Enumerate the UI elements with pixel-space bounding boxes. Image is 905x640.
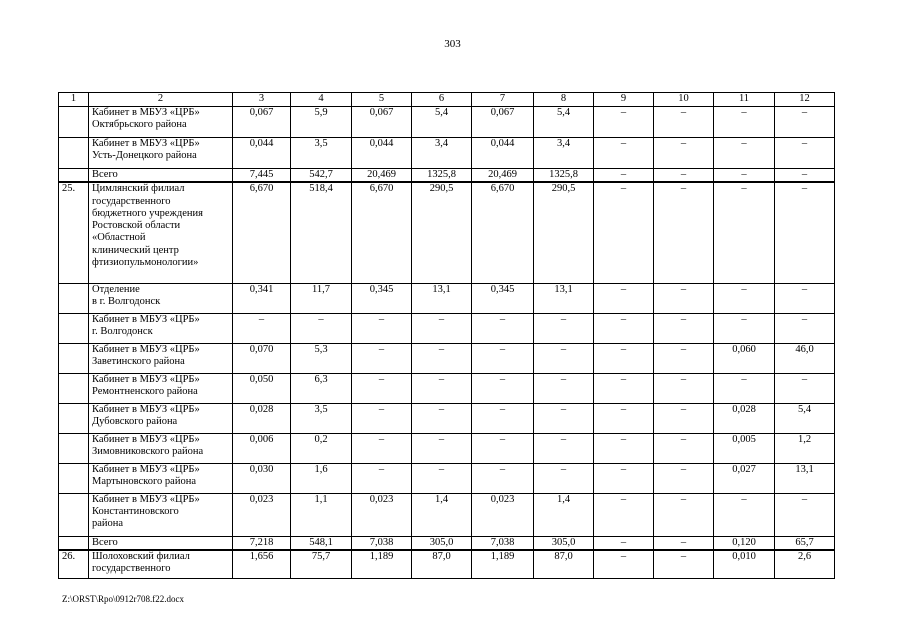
value-cell: – (472, 433, 534, 463)
value-cell: – (775, 283, 835, 313)
total-row (59, 169, 835, 183)
value-cell: 1325,8 (534, 169, 594, 183)
value-cell: – (594, 373, 654, 403)
row-number (59, 169, 89, 183)
total-row (59, 536, 835, 550)
value-cell: – (233, 313, 291, 343)
table-row (59, 493, 835, 536)
value-cell: – (352, 403, 412, 433)
row-number (59, 403, 89, 433)
row-number (59, 313, 89, 343)
value-cell: – (472, 463, 534, 493)
institution-name (89, 107, 233, 138)
value-cell: 1,656 (233, 550, 291, 578)
column-number: 6 (412, 93, 472, 107)
name-line: Кабинет в МБУЗ «ЦРБ» (92, 493, 200, 505)
institution-name (89, 182, 233, 283)
table-row (59, 313, 835, 343)
row-number: 26. (59, 550, 89, 578)
value-cell: – (472, 343, 534, 373)
header-row (59, 93, 835, 107)
row-number (59, 283, 89, 313)
value-cell: – (412, 463, 472, 493)
row-number (59, 433, 89, 463)
value-cell: 0,027 (714, 463, 775, 493)
value-cell: 5,4 (412, 107, 472, 138)
value-cell: – (594, 433, 654, 463)
table-row (59, 463, 835, 493)
value-cell: – (654, 138, 714, 169)
institution-name (89, 493, 233, 536)
value-cell: 0,023 (352, 493, 412, 536)
name-line: Усть-Донецкого района (92, 150, 197, 162)
value-cell: 0,005 (714, 433, 775, 463)
name-line: Цимлянский филиал (92, 183, 185, 195)
name-line: Всего (92, 169, 118, 180)
name-line: Константиновского (92, 506, 179, 518)
value-cell: 6,670 (233, 182, 291, 283)
institution-name (89, 373, 233, 403)
name-line: государственного (92, 195, 171, 207)
value-cell: – (594, 283, 654, 313)
institution-name (89, 169, 233, 183)
page-number: 303 (444, 38, 461, 50)
value-cell: 3,4 (412, 138, 472, 169)
value-cell: 87,0 (412, 550, 472, 578)
data-table (58, 92, 835, 579)
value-cell: – (775, 107, 835, 138)
row-number: 25. (59, 182, 89, 283)
value-cell: – (654, 169, 714, 183)
name-line: Кабинет в МБУЗ «ЦРБ» (92, 373, 200, 385)
name-line: Ремонтненского района (92, 386, 198, 398)
value-cell: – (594, 107, 654, 138)
value-cell: 0,044 (352, 138, 412, 169)
value-cell: 0,050 (233, 373, 291, 403)
table-row (59, 433, 835, 463)
name-line: Мартыновского района (92, 476, 196, 488)
value-cell: 0,006 (233, 433, 291, 463)
value-cell: 542,7 (291, 169, 352, 183)
name-line: фтизиопульмонологии» (92, 257, 199, 269)
value-cell: 1,1 (291, 493, 352, 536)
value-cell: 0,345 (472, 283, 534, 313)
value-cell: 1,189 (472, 550, 534, 578)
value-cell: – (654, 373, 714, 403)
value-cell: 0,2 (291, 433, 352, 463)
value-cell: 6,670 (352, 182, 412, 283)
value-cell: – (714, 373, 775, 403)
row-number (59, 463, 89, 493)
institution-name (89, 403, 233, 433)
value-cell: 6,670 (472, 182, 534, 283)
value-cell: 0,023 (472, 493, 534, 536)
value-cell: – (352, 373, 412, 403)
value-cell: – (534, 403, 594, 433)
value-cell: 46,0 (775, 343, 835, 373)
name-line: Зимовниковского района (92, 446, 204, 458)
row-number (59, 493, 89, 536)
column-number: 11 (714, 93, 775, 107)
value-cell: 0,067 (233, 107, 291, 138)
institution-name (89, 433, 233, 463)
value-cell: 13,1 (412, 283, 472, 313)
column-number: 3 (233, 93, 291, 107)
value-cell: – (472, 403, 534, 433)
value-cell: 0,345 (352, 283, 412, 313)
value-cell: 20,469 (352, 169, 412, 183)
institution-name (89, 138, 233, 169)
value-cell: – (594, 313, 654, 343)
value-cell: – (412, 433, 472, 463)
value-cell: 75,7 (291, 550, 352, 578)
value-cell: – (291, 313, 352, 343)
value-cell: – (775, 373, 835, 403)
value-cell: 1,189 (352, 550, 412, 578)
value-cell: 6,3 (291, 373, 352, 403)
value-cell: – (775, 493, 835, 536)
value-cell: 5,9 (291, 107, 352, 138)
name-line: Кабинет в МБУЗ «ЦРБ» (92, 433, 200, 445)
value-cell: – (654, 182, 714, 283)
table-row (59, 182, 835, 283)
value-cell: – (714, 313, 775, 343)
value-cell: – (775, 169, 835, 183)
value-cell: – (412, 343, 472, 373)
value-cell: – (594, 182, 654, 283)
value-cell: – (534, 343, 594, 373)
name-line: клинический центр (92, 244, 179, 256)
value-cell: – (594, 550, 654, 578)
value-cell: 0,341 (233, 283, 291, 313)
value-cell: 0,070 (233, 343, 291, 373)
name-line: Шолоховский филиал (92, 551, 190, 563)
value-cell: 0,028 (714, 403, 775, 433)
value-cell: – (534, 463, 594, 493)
value-cell: – (594, 138, 654, 169)
value-cell: – (534, 313, 594, 343)
value-cell: – (534, 373, 594, 403)
value-cell: 0,023 (233, 493, 291, 536)
value-cell: – (654, 550, 714, 578)
column-number: 2 (89, 93, 233, 107)
name-line: Кабинет в МБУЗ «ЦРБ» (92, 107, 200, 118)
value-cell: – (714, 138, 775, 169)
value-cell: 305,0 (412, 536, 472, 550)
column-number: 10 (654, 93, 714, 107)
row-number (59, 373, 89, 403)
column-number: 1 (59, 93, 89, 107)
column-number: 9 (594, 93, 654, 107)
institution-name (89, 463, 233, 493)
value-cell: – (714, 169, 775, 183)
value-cell: 290,5 (412, 182, 472, 283)
column-number: 4 (291, 93, 352, 107)
value-cell: 0,067 (472, 107, 534, 138)
value-cell: 87,0 (534, 550, 594, 578)
name-line: «Областной (92, 232, 146, 244)
value-cell: – (594, 169, 654, 183)
value-cell: – (352, 313, 412, 343)
value-cell: 3,4 (534, 138, 594, 169)
value-cell: 2,6 (775, 550, 835, 578)
value-cell: 13,1 (775, 463, 835, 493)
value-cell: 548,1 (291, 536, 352, 550)
value-cell: 305,0 (534, 536, 594, 550)
value-cell: 0,010 (714, 550, 775, 578)
value-cell: 7,445 (233, 169, 291, 183)
value-cell: 7,038 (472, 536, 534, 550)
value-cell: 7,218 (233, 536, 291, 550)
value-cell: – (654, 433, 714, 463)
value-cell: 5,4 (775, 403, 835, 433)
name-line: Кабинет в МБУЗ «ЦРБ» (92, 138, 200, 149)
value-cell: – (654, 343, 714, 373)
value-cell: – (775, 313, 835, 343)
value-cell: – (775, 138, 835, 169)
value-cell: 11,7 (291, 283, 352, 313)
table-row (59, 403, 835, 433)
value-cell: 0,044 (472, 138, 534, 169)
name-line: Кабинет в МБУЗ «ЦРБ» (92, 343, 200, 355)
value-cell: – (352, 343, 412, 373)
column-number: 8 (534, 93, 594, 107)
row-number (59, 343, 89, 373)
value-cell: 0,030 (233, 463, 291, 493)
value-cell: – (654, 283, 714, 313)
value-cell: – (654, 536, 714, 550)
value-cell: 0,028 (233, 403, 291, 433)
table-row (59, 343, 835, 373)
name-line: Кабинет в МБУЗ «ЦРБ» (92, 403, 200, 415)
name-line: Всего (92, 536, 118, 548)
value-cell: – (714, 107, 775, 138)
value-cell: – (472, 313, 534, 343)
name-line: Октябрьского района (92, 119, 187, 131)
row-number (59, 536, 89, 550)
value-cell: – (594, 343, 654, 373)
value-cell: 0,044 (233, 138, 291, 169)
value-cell: 13,1 (534, 283, 594, 313)
value-cell: – (352, 433, 412, 463)
value-cell: – (594, 493, 654, 536)
value-cell: 1,6 (291, 463, 352, 493)
value-cell: – (412, 373, 472, 403)
value-cell: – (775, 182, 835, 283)
value-cell: – (534, 433, 594, 463)
name-line: Заветинского района (92, 356, 185, 368)
value-cell: – (654, 463, 714, 493)
value-cell: 518,4 (291, 182, 352, 283)
value-cell: – (654, 403, 714, 433)
value-cell: – (472, 373, 534, 403)
value-cell: 3,5 (291, 138, 352, 169)
institution-name (89, 536, 233, 550)
name-line: г. Волгодонск (92, 326, 153, 338)
column-number: 7 (472, 93, 534, 107)
value-cell: – (412, 403, 472, 433)
value-cell: 1325,8 (412, 169, 472, 183)
name-line: Дубовского района (92, 416, 178, 428)
institution-name (89, 550, 233, 578)
value-cell: 1,4 (412, 493, 472, 536)
value-cell: 290,5 (534, 182, 594, 283)
value-cell: 5,3 (291, 343, 352, 373)
column-number: 5 (352, 93, 412, 107)
value-cell: 7,038 (352, 536, 412, 550)
table-row (59, 373, 835, 403)
name-line: государственного (92, 563, 171, 575)
name-line: бюджетного учреждения (92, 207, 203, 219)
value-cell: – (412, 313, 472, 343)
column-number: 12 (775, 93, 835, 107)
table-row (59, 283, 835, 313)
value-cell: 0,067 (352, 107, 412, 138)
value-cell: 0,120 (714, 536, 775, 550)
institution-name (89, 283, 233, 313)
row-number (59, 107, 89, 138)
value-cell: 0,060 (714, 343, 775, 373)
table-row (59, 107, 835, 138)
footer-file-path: Z:\ORST\Rpo\0912r708.f22.docx (62, 594, 184, 604)
value-cell: – (654, 313, 714, 343)
value-cell: 3,5 (291, 403, 352, 433)
value-cell: – (654, 107, 714, 138)
value-cell: – (594, 463, 654, 493)
table-row (59, 138, 835, 169)
value-cell: 20,469 (472, 169, 534, 183)
value-cell: – (352, 463, 412, 493)
name-line: Ростовской области (92, 220, 181, 232)
table-row (59, 550, 835, 578)
value-cell: – (714, 283, 775, 313)
name-line: в г. Волгодонск (92, 296, 161, 308)
name-line: Отделение (92, 283, 140, 295)
value-cell: 65,7 (775, 536, 835, 550)
value-cell: – (594, 403, 654, 433)
value-cell: – (714, 493, 775, 536)
value-cell: – (714, 182, 775, 283)
name-line: района (92, 518, 124, 530)
row-number (59, 138, 89, 169)
name-line: Кабинет в МБУЗ «ЦРБ» (92, 313, 200, 325)
value-cell: 1,2 (775, 433, 835, 463)
value-cell: 5,4 (534, 107, 594, 138)
value-cell: 1,4 (534, 493, 594, 536)
name-line: Кабинет в МБУЗ «ЦРБ» (92, 463, 200, 475)
institution-name (89, 313, 233, 343)
value-cell: – (594, 536, 654, 550)
institution-name (89, 343, 233, 373)
value-cell: – (654, 493, 714, 536)
